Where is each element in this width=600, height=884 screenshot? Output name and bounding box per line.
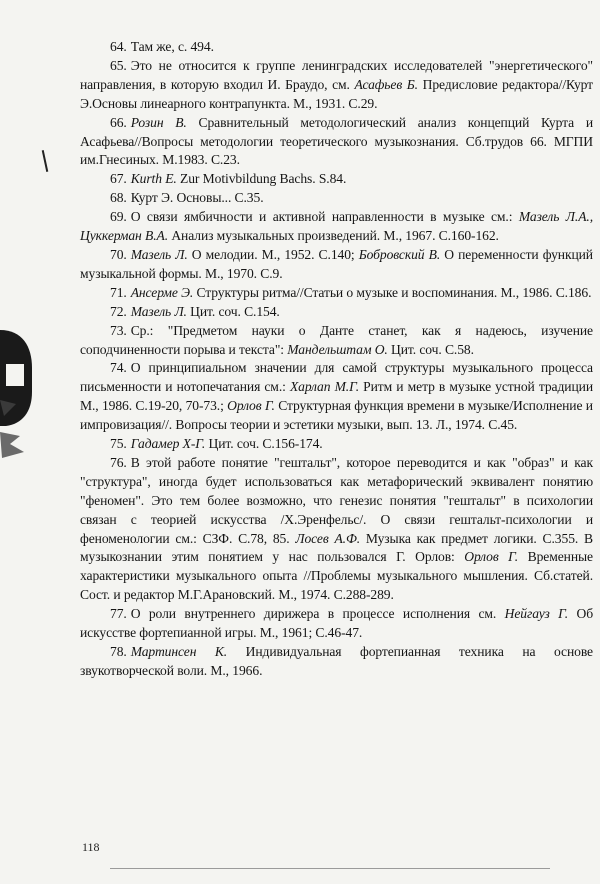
- footnote-number: 68.: [110, 190, 127, 206]
- footnote-number: 70.: [110, 246, 127, 262]
- page-number: 118: [82, 840, 100, 854]
- footnote-text: Это не относится к группе ленинградских исследователей "энергетического" направления, в которую входил И. Браудо, см.: [80, 57, 593, 92]
- footnote-text: Там же, с. 494.: [130, 39, 214, 54]
- footnote-text: Ср.: "Предметом науки о Данте станет, как я надеюсь, изучение соподчиненности порыва и текста":: [80, 322, 593, 357]
- footnote-number: 67.: [110, 171, 127, 187]
- footnote-number: 78.: [110, 644, 127, 659]
- footnote-author: Нейгауз Г.: [504, 606, 569, 622]
- footnote-text: Курт Э. Основы... С.35.: [130, 190, 264, 206]
- footnote-number: 74.: [110, 360, 127, 376]
- footnote-number: 69.: [110, 209, 127, 225]
- footnote-text: В этой работе понятие "гештальт", которое переводится и как "образ" и как "структура", иногда будет использоваться как метафорический эквивалент понятию "феномен". Это тем более возможно, что генезис понятия "гештальт" в психологии связан с теорией искусства /Х.Эренфельс/. О связи гештальт-психологии и феноменологии см.: СЗФ. С.78, 85.: [80, 454, 593, 546]
- footnote-text: Индивидуальная фортепианная техника на основе звукотворческой воли. М., 1966.: [80, 644, 593, 678]
- binding-stamp-icon: [0, 312, 34, 462]
- footnote-text: Анализ музыкальных произведений. М., 1967. С.160-162.: [168, 228, 499, 244]
- footnote-number: 65.: [110, 57, 127, 73]
- footnote-author: Орлов Г.: [464, 549, 519, 565]
- footnote-text: Цит. соч. С.154.: [186, 303, 280, 319]
- footnote: [80, 359, 593, 435]
- footnote-text: Предисловие редактора//Курт Э.Основы линеарного контрапункта. М., 1931. С.29.: [80, 76, 594, 111]
- footnote: [80, 189, 593, 208]
- footnote: [80, 57, 593, 114]
- footnote-number: 66.: [110, 114, 127, 130]
- footnote-number: 64.: [110, 39, 127, 54]
- footnote-text: Ритм и метр в музыке устной традиции М., 1986. С.19-20, 70-73.;: [80, 379, 593, 414]
- footnote-text: Zur Motivbildung Bachs. S.84.: [176, 171, 347, 187]
- footnote-author: Мазель Л.: [130, 303, 187, 319]
- footnote-number: 73.: [110, 322, 127, 338]
- footnote-author: Мазель Л.А., Цуккерман В.А.: [80, 209, 593, 244]
- footnote-number: 77.: [110, 606, 127, 622]
- footnote: [80, 208, 593, 246]
- footnote-text: О мелодии. М., 1952. С.140;: [187, 246, 359, 262]
- footnote: [80, 170, 593, 189]
- footnote: [80, 38, 593, 57]
- footnote-text: О связи ямбичности и активной направленности в музыке см.:: [130, 209, 519, 225]
- footnote-text: Структурная функция времени в музыке/Исполнение и импровизация//. Вопросы теории и эстетики музыки, вып. 13. Л., 1974. С.45.: [80, 398, 593, 433]
- footnote-text: Временные характеристики музыкального опыта //Проблемы музыкального мышления. Сб.статей. Сост. и редактор М.Г.Арановский. М., 1974. С.288-289.: [80, 549, 593, 603]
- footnote-author: Лосев А.Ф.: [295, 530, 361, 546]
- footnote-author: Ансерме Э.: [130, 284, 194, 300]
- footnote-author: Kurth E.: [130, 171, 177, 187]
- footnote-text: Цит. соч. С.156-174.: [205, 436, 323, 452]
- footnote-number: 72.: [110, 303, 127, 319]
- footnote: [80, 322, 593, 360]
- footnote-author: Мартинсен К.: [130, 644, 228, 659]
- page-bottom-edge: [110, 868, 550, 869]
- footnote-number: 71.: [110, 284, 127, 300]
- footnotes-list: [80, 38, 593, 681]
- footnote: [80, 246, 593, 284]
- footnote-number: 75.: [110, 436, 127, 452]
- footnote: [80, 114, 593, 171]
- footnote: [80, 454, 593, 605]
- footnote-author: Розин В.: [130, 114, 187, 130]
- footnote-author: Мандельштам О.: [287, 341, 388, 357]
- footnote-text: Сравнительный методологический анализ концепций Курта и Асафьева//Вопросы методологии теоретического музыкознания. Сб.трудов 66. МГПИ им.Гнесиных. М.1983. С.23.: [80, 114, 594, 168]
- footnote-text: Музыка как предмет логики. С.355. В музыкознании этим понятием у нас пользовался Г. Орлов:: [80, 530, 593, 565]
- footnote: [80, 284, 593, 303]
- footnote: [80, 643, 593, 681]
- margin-mark: [42, 150, 49, 172]
- footnote: [80, 303, 593, 322]
- footnote: [80, 435, 593, 454]
- footnote-number: 76.: [110, 454, 127, 470]
- footnote: [80, 605, 593, 643]
- footnote-author: Харлап М.Г.: [289, 379, 360, 395]
- footnote-text: О переменности функций музыкальной формы. М., 1970. С.9.: [80, 246, 593, 281]
- footnote-author: Мазель Л.: [130, 246, 188, 262]
- footnote-author: Асафьев Б.: [354, 76, 418, 92]
- footnote-author: Бобровский В.: [358, 246, 441, 262]
- footnote-text: Структуры ритма//Статьи о музыке и воспоминания. М., 1986. С.186.: [193, 284, 592, 300]
- footnote-text: О роли внутреннего дирижера в процессе исполнения см.: [130, 606, 505, 622]
- footnote-text: О принципиальном значении для самой структуры музыкального процесса письменности и нотопечатания см.:: [80, 360, 593, 395]
- footnote-text: Цит. соч. С.58.: [387, 341, 474, 357]
- footnote-text: Об искусстве фортепианной игры. М., 1961; С.46-47.: [80, 606, 594, 641]
- footnote-author: Гадамер Х-Г.: [130, 436, 206, 452]
- footnote-author: Орлов Г.: [227, 398, 275, 414]
